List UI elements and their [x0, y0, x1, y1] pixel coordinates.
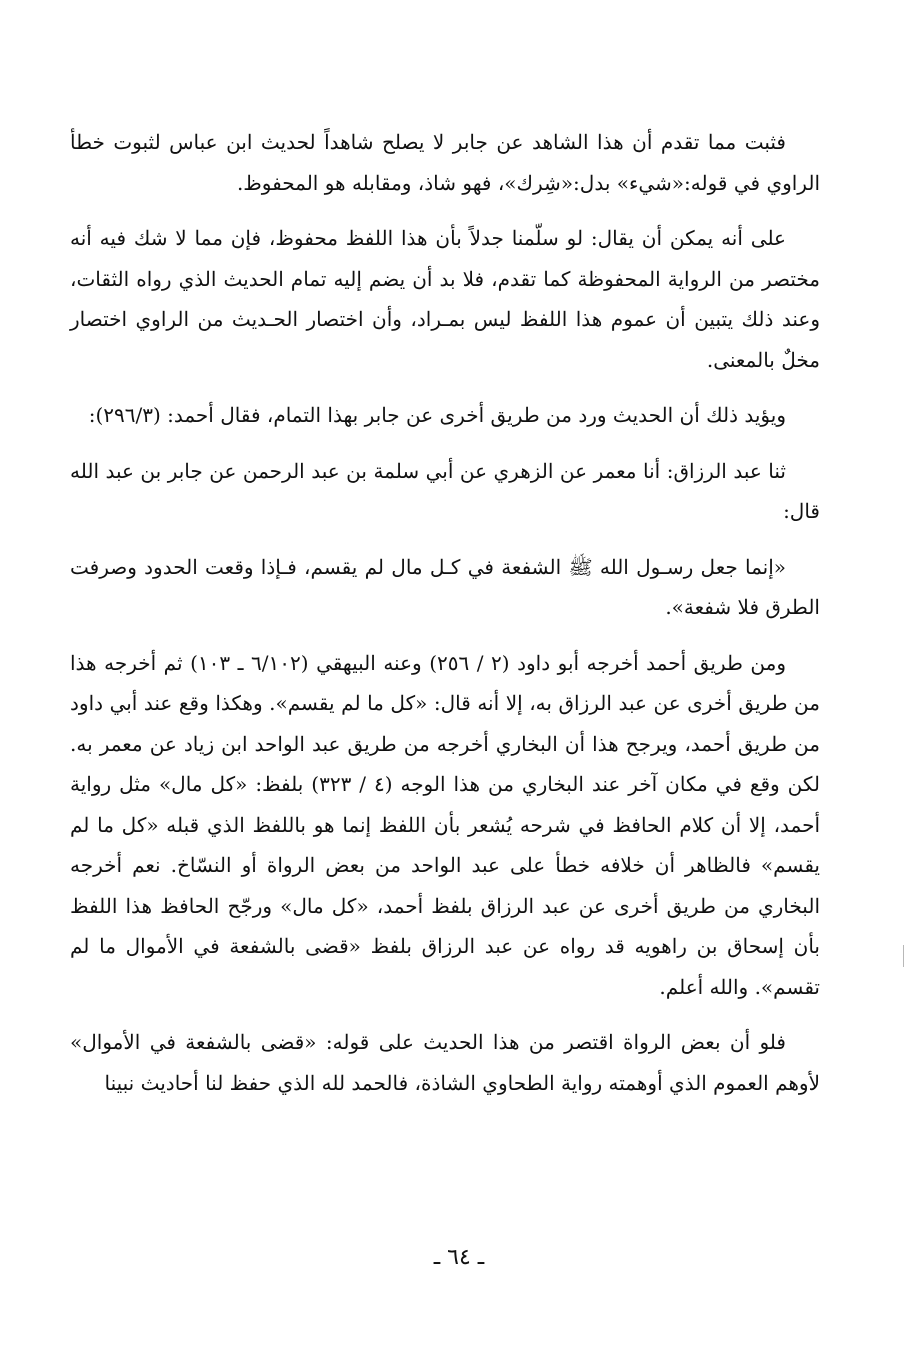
paragraph-5-hadith-quote: «إنما جعل رسـول الله ﷺ الشفعة في كـل مال لم يقسم، فـإذا وقعت الحدود وصرفت الطرق فلا شفعة».	[70, 554, 820, 619]
paragraph-2: على أنه يمكن أن يقال: لو سلّمنا جدلاً بأن هذا اللفظ محفوظ، فإن مما لا شك فيه أنه مختصر من الرواية المحفوظة كما تقدم، فلا بد أن يضم إليه تمام الحديث الذي رواه الثقات، وعند ذلك يتبين أن عموم هذا اللفظ ليس بمـراد، وأن اختصار الحـديث من الراوي اختصار مخلٌ بالمعنى.	[70, 226, 820, 372]
scan-margin-mark	[903, 945, 904, 967]
paragraph-6: ومن طريق أحمد أخرجه أبو داود (٢ / ٢٥٦) وعنه البيهقي (٦/١٠٢ ـ ١٠٣) ثم أخرجه هذا من طريق أخرى عن عبد الرزاق به، إلا أنه قال: «كل ما لم يقسم». وهكذا وقع عند أبي داود من طريق أحمد، ويرجح هذا أن البخاري أخرجه من طريق عبد الواحد ابن زياد عن معمر به. لكن وقع في مكان آخر عند البخاري من هذا الوجه (٤ / ٣٢٣) بلفظ: «كل مال» مثل رواية أحمد، إلا أن كلام الحافظ في شرحه يُشعر بأن اللفظ إنما هو باللفظ الذي قبله «كل ما لم يقسم» فالظاهر أن خلافه خطأ على عبد الواحد من بعض الرواة أو النسّاخ. نعم أخرجه البخاري من طريق أخرى عن عبد الرزاق بلفظ أحمد، «كل مال» ورجّح الحافظ هذا اللفظ بأن إسحاق بن راهويه قد رواه عن عبد الرزاق بلفظ «قضى بالشفعة في الأموال ما لم تقسم». والله أعلم.	[70, 650, 821, 999]
paragraph-1: فثبت مما تقدم أن هذا الشاهد عن جابر لا يصلح شاهداً لحديث ابن عباس لثبوت خطأ الراوي في قوله:«شيء» بدل:«شِرك»، فهو شاذ، ومقابله هو المحفوظ.	[70, 130, 820, 195]
paragraph-7: فلو أن بعض الرواة اقتصر من هذا الحديث على قوله: «قضى بالشفعة في الأموال» لأوهم العموم الذي أوهمته رواية الطحاوي الشاذة، فالحمد لله الذي حفظ لنا أحاديث نبينا	[70, 1030, 820, 1095]
page-text-block	[70, 122, 820, 1118]
paragraph-3: ويؤيد ذلك أن الحديث ورد من طريق أخرى عن جابر بهذا التمام، فقال أحمد: (٢٩٦/٣):	[88, 403, 786, 427]
page-number: ـ ٦٤ ـ	[433, 1245, 485, 1270]
paragraph-4: ثنا عبد الرزاق: أنا معمر عن الزهري عن أبي سلمة بن عبد الرحمن عن جابر بن عبد الله قال:	[70, 458, 820, 523]
